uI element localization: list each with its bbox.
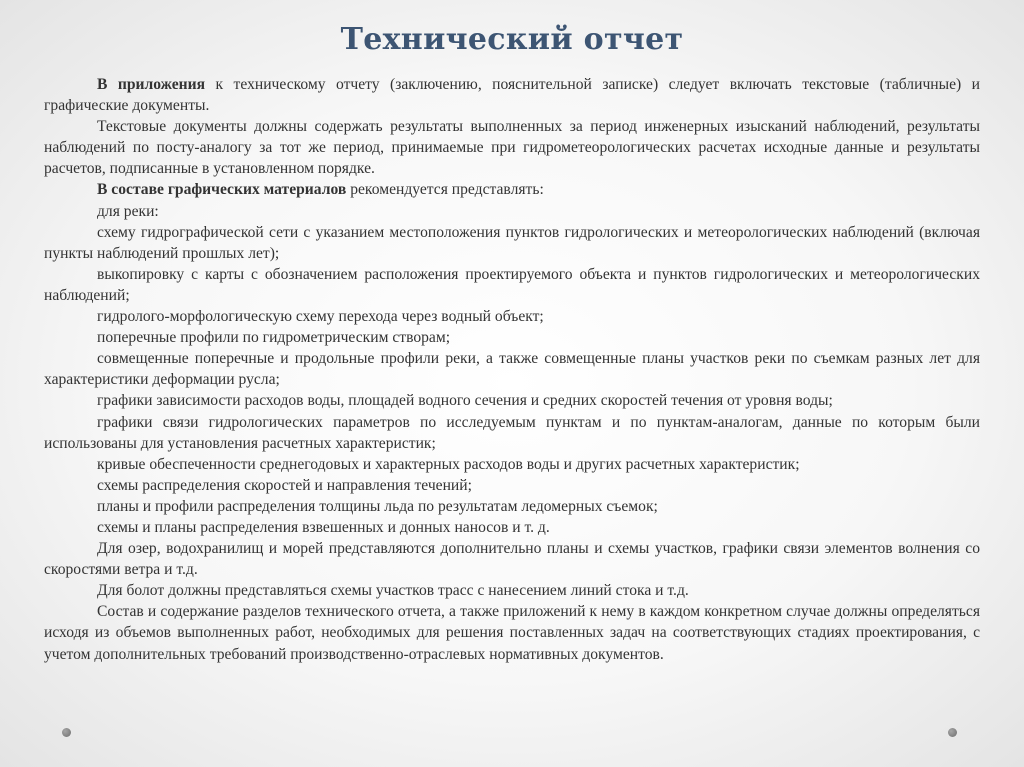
paragraph-text: к техническому отчету (заключению, пояснительной записке) следует включать текстовые (табличные) и графические документы. [44,76,981,115]
paragraph-text: Текстовые документы должны содержать результаты выполненных за период инженерных изысканий наблюдений, результаты наблюдений по посту-аналогу за тот же период, принимаемые при гидрометеорологических расчетах исходные данные и результаты расчетов, подписанные в установленном порядке. [44,118,980,178]
paragraph-text: планы и профили распределения толщины льда по результатам ледомерных съемок; [97,497,658,515]
paragraph [44,454,980,475]
decorative-dot-right [948,728,957,737]
paragraph-text: совмещенные поперечные и продольные профили реки, а также совмещенные планы участков реки по съемкам разных лет для характеристики деформации русла; [44,350,980,389]
paragraph-text: Состав и содержание разделов технического отчета, а также приложений к нему в каждом конкретном случае должны определяться исходя из объемов выполненных работ, необходимых для решения поставленных задач на соответствующих стадиях проектирования, с учетом дополнительных требований производственно-отраслевых нормативных документов. [44,603,980,663]
paragraph-text: гидролого-морфологическую схему перехода через водный объект; [97,308,544,326]
paragraph-bold-lead: В приложения [97,76,206,93]
paragraph [44,348,980,390]
paragraph-text: графики связи гидрологических параметров по исследуемым пунктам и по пунктам-аналогам, данные по которым были использованы для установления расчетных характеристик; [44,413,980,452]
paragraph [44,580,980,601]
paragraph-text: Для озер, водохранилищ и морей представляются дополнительно планы и схемы участков, графики связи элементов волнения со скоростями ветра и т.д. [44,540,980,579]
paragraph-text: рекомендуется представлять: [346,181,544,199]
paragraph-bold-lead: В составе графических материалов [97,181,347,199]
paragraph-text: графики зависимости расходов воды, площадей водного сечения и средних скоростей течения от уровня воды; [97,392,833,410]
paragraph [44,601,980,664]
paragraph [44,116,980,179]
paragraph [44,74,980,116]
slide-body [44,74,980,665]
paragraph [44,327,980,348]
paragraph [44,517,980,538]
paragraph-text: для реки: [97,202,159,220]
paragraph [44,306,980,327]
paragraph-text: схему гидрографической сети с указанием местоположения пунктов гидрологических и метеорологических наблюдений (включая пункты наблюдений прошлых лет); [44,223,980,262]
decorative-dot-left [62,728,71,737]
slide-title: Технический отчет [340,22,684,57]
paragraph-text: поперечные профили по гидрометрическим створам; [97,329,451,347]
paragraph [44,201,980,222]
paragraph-text: схемы распределения скоростей и направления течений; [97,476,472,494]
paragraph [44,475,980,496]
paragraph [44,412,980,454]
paragraph [44,179,980,200]
paragraph [44,264,980,306]
paragraph [44,222,980,264]
paragraph [44,538,980,580]
paragraph-text: кривые обеспеченности среднегодовых и характерных расходов воды и других расчетных характеристик; [97,455,800,473]
paragraph [44,496,980,517]
paragraph-text: схемы и планы распределения взвешенных и донных наносов и т. д. [97,518,550,536]
paragraph-text: выкопировку с карты с обозначением расположения проектируемого объекта и пунктов гидрологических и метеорологических наблюдений; [44,265,980,304]
paragraph [44,390,980,411]
paragraph-text: Для болот должны представляться схемы участков трасс с нанесением линий стока и т.д. [97,582,689,600]
